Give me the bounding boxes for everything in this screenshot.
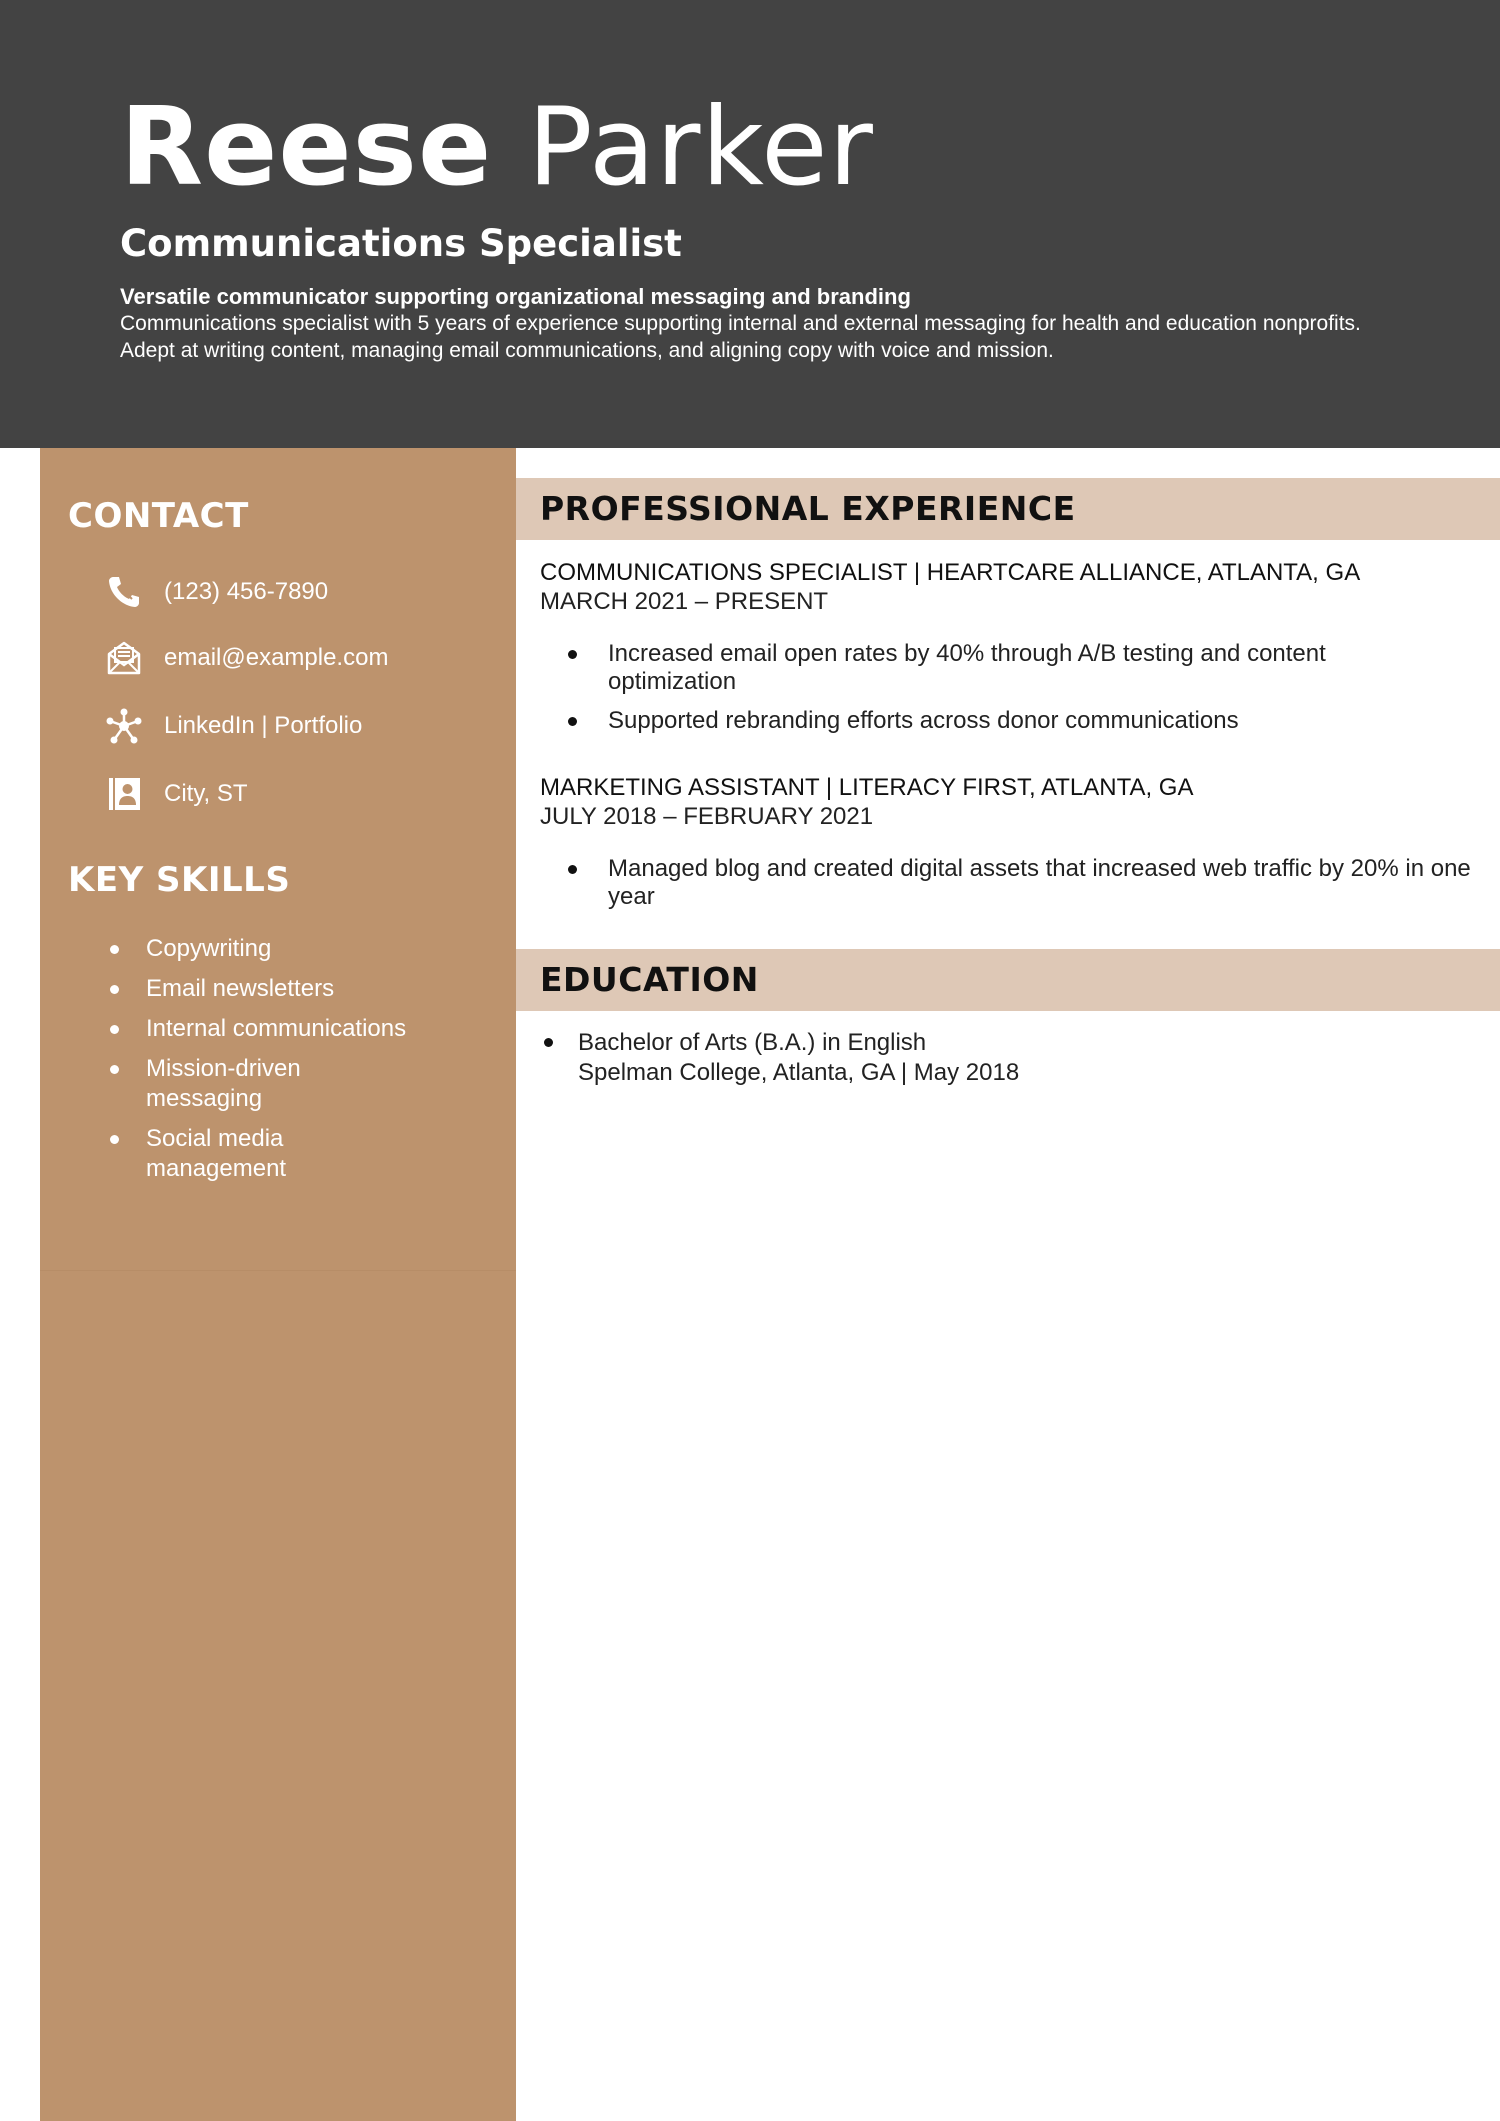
contact-heading: CONTACT (68, 496, 249, 536)
last-name: Parker (527, 85, 874, 210)
summary-heading: Versatile communicator supporting organizational messaging and branding (120, 284, 911, 309)
job-bullet: Supported rebranding efforts across donor communications (568, 707, 1478, 735)
experience-heading: PROFESSIONAL EXPERIENCE (540, 489, 1076, 528)
summary-body: Communications specialist with 5 years of experience supporting internal and external messaging for health and education nonprofits. Adept at writing content, managing email communications, and aligning copy with voice and mission. (120, 312, 1361, 362)
education-section-header (516, 949, 1500, 1011)
job-heading: MARKETING ASSISTANT | LITERACY FIRST, ATLANTA, GA (540, 774, 1194, 801)
skill-item: Internal communications (108, 1014, 488, 1044)
experience-section-header (516, 478, 1500, 540)
education-item (540, 1028, 1480, 1088)
sidebar (40, 448, 516, 2121)
job-entry (540, 773, 1480, 922)
candidate-name (120, 85, 874, 210)
sidebar-divider (40, 1270, 516, 1271)
contact-phone (104, 570, 504, 614)
job-bullets (568, 640, 1478, 735)
first-name: Reese (120, 85, 493, 210)
contact-location (104, 772, 504, 816)
skill-item: Mission-driven messaging (108, 1054, 368, 1114)
job-title: Communications Specialist (120, 222, 682, 265)
contact-links (104, 704, 504, 748)
phone-number: (123) 456-7890 (164, 578, 329, 605)
linkedin-portfolio: LinkedIn | Portfolio (164, 712, 363, 739)
job-bullet: Increased email open rates by 40% through A/B testing and content optimization (568, 640, 1348, 696)
phone-icon (104, 572, 144, 612)
job-entry (540, 558, 1480, 746)
skill-item: Email newsletters (108, 974, 488, 1004)
header (0, 0, 1500, 448)
address-book-icon (104, 774, 144, 814)
education-heading: EDUCATION (540, 960, 759, 999)
school: Spelman College, Atlanta, GA | May 2018 (578, 1059, 1020, 1086)
skill-item: Social media management (108, 1124, 368, 1184)
skills-list (108, 934, 488, 1194)
email-address: email@example.com (164, 644, 389, 671)
job-dates: JULY 2018 – FEBRUARY 2021 (540, 803, 874, 830)
degree: Bachelor of Arts (B.A.) in English (578, 1029, 927, 1056)
contact-email (104, 636, 504, 680)
education-entry (540, 1028, 1480, 1088)
skill-item: Copywriting (108, 934, 488, 964)
city-state: City, ST (164, 780, 248, 807)
network-icon (104, 706, 144, 746)
job-heading: COMMUNICATIONS SPECIALIST | HEARTCARE ALLIANCE, ATLANTA, GA (540, 559, 1361, 586)
job-dates: MARCH 2021 – PRESENT (540, 588, 829, 615)
key-skills-heading: KEY SKILLS (68, 860, 291, 900)
email-icon (104, 638, 144, 678)
job-bullets (568, 855, 1478, 911)
job-bullet: Managed blog and created digital assets that increased web traffic by 20% in one year (568, 855, 1478, 911)
